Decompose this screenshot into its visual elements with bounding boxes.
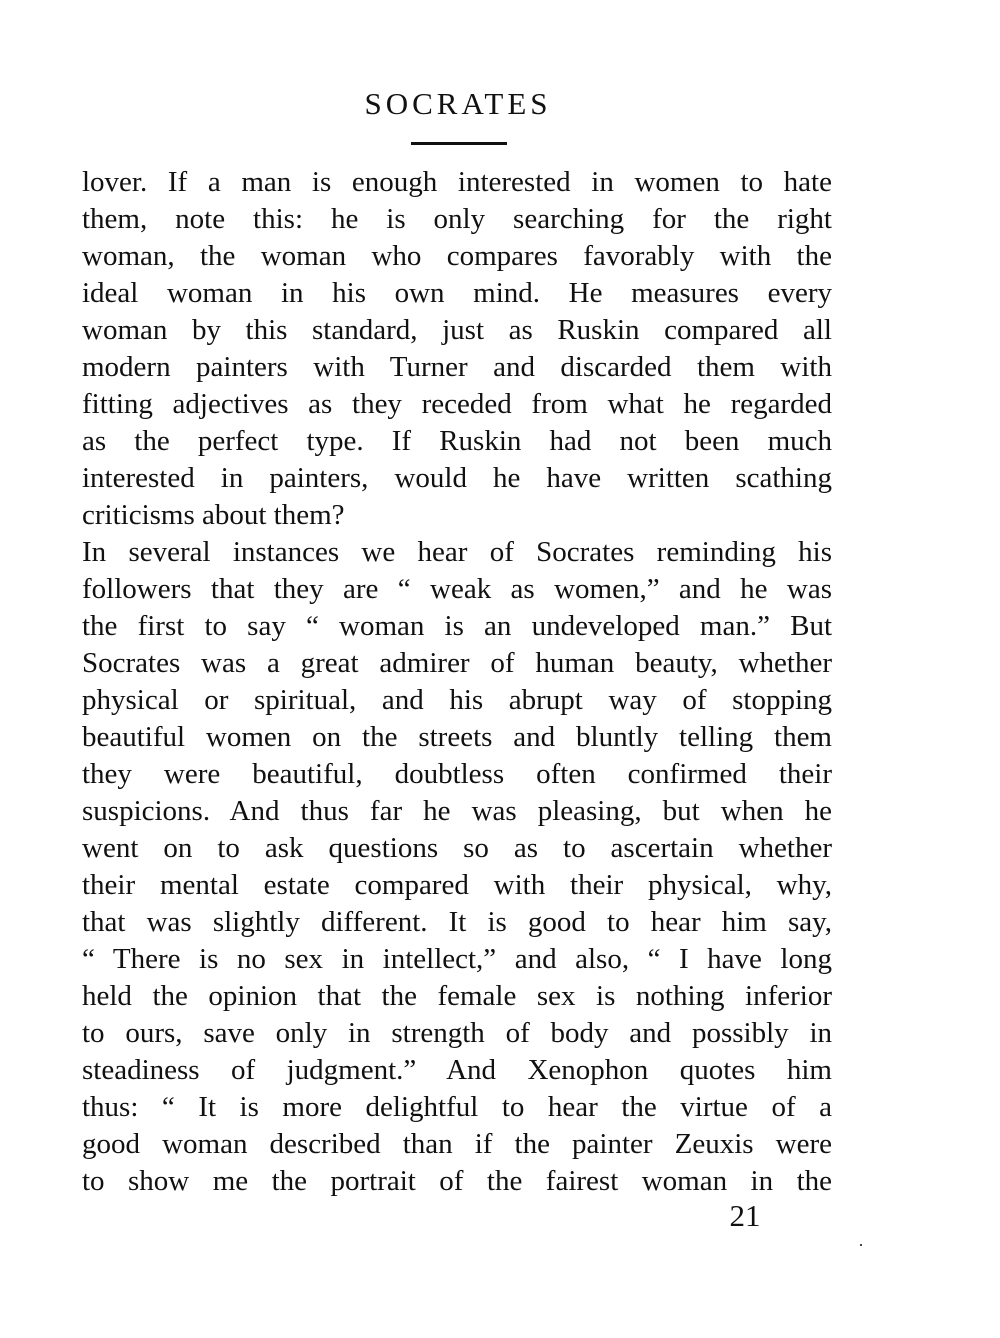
text-line: they were beautiful, doubtless often confirmed their	[82, 758, 832, 790]
body-text	[82, 164, 832, 1200]
text-line: the first to say “ woman is an undeveloped man.” But	[82, 610, 832, 642]
text-line: steadiness of judgment.” And Xenophon quotes him	[82, 1054, 832, 1086]
text-line: lover. If a man is enough interested in women to hate	[82, 166, 832, 198]
page-number: 21	[729, 1198, 761, 1233]
text-line: good woman described than if the painter Zeuxis were	[82, 1128, 832, 1160]
text-line: woman by this standard, just as Ruskin compared all	[82, 314, 832, 346]
text-line: held the opinion that the female sex is nothing inferior	[82, 980, 832, 1012]
text-line: In several instances we hear of Socrates reminding his	[82, 536, 832, 568]
running-head: SOCRATES	[364, 86, 552, 121]
text-line: woman, the woman who compares favorably with the	[82, 240, 832, 272]
text-line: ideal woman in his own mind. He measures every	[82, 277, 832, 309]
text-line: fitting adjectives as they receded from what he regarded	[82, 388, 832, 420]
paragraph-2	[82, 534, 832, 1200]
text-line: thus: “ It is more delightful to hear the virtue of a	[82, 1091, 832, 1123]
text-line: suspicions. And thus far he was pleasing, but when he	[82, 795, 832, 827]
text-line: criticisms about them?	[82, 499, 345, 531]
text-line: as the perfect type. If Ruskin had not been much	[82, 425, 832, 457]
text-line: Socrates was a great admirer of human beauty, whether	[82, 647, 832, 679]
text-line: that was slightly different. It is good to hear him say,	[82, 906, 832, 938]
print-speck	[860, 1244, 862, 1246]
text-line: physical or spiritual, and his abrupt way of stopping	[82, 684, 832, 716]
text-line: interested in painters, would he have written scathing	[82, 462, 832, 494]
paragraph-1	[82, 164, 832, 534]
text-line: modern painters with Turner and discarded them with	[82, 351, 832, 383]
text-line: followers that they are “ weak as women,” and he was	[82, 573, 832, 605]
text-line: “ There is no sex in intellect,” and also, “ I have long	[82, 943, 832, 975]
text-line: to ours, save only in strength of body and possibly in	[82, 1017, 832, 1049]
text-line: them, note this: he is only searching for the right	[82, 203, 832, 235]
head-rule	[411, 142, 507, 145]
text-line: their mental estate compared with their physical, why,	[82, 869, 832, 901]
text-line: beautiful women on the streets and bluntly telling them	[82, 721, 832, 753]
text-line: to show me the portrait of the fairest woman in the	[82, 1165, 832, 1197]
text-line: went on to ask questions so as to ascertain whether	[82, 832, 832, 864]
